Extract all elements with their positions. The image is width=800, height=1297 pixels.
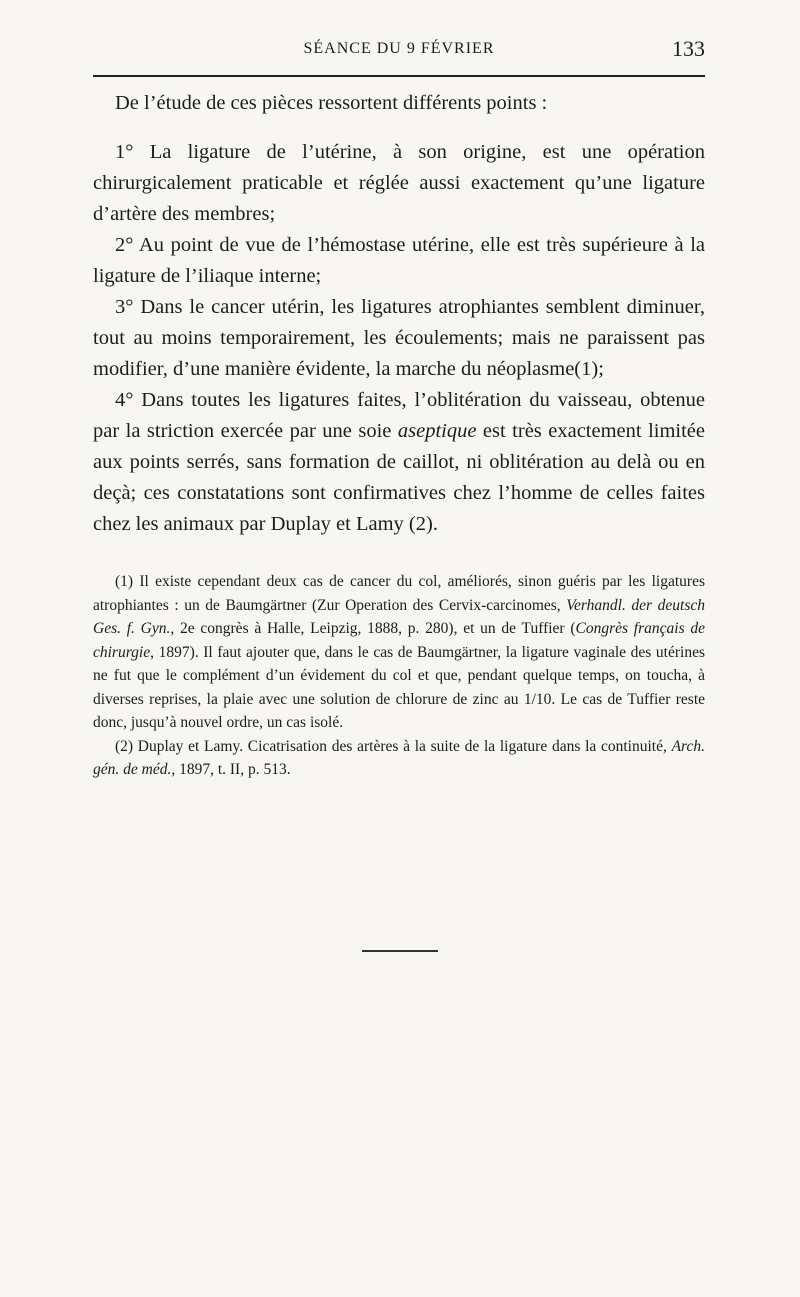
point-4-emphasis: aseptique xyxy=(397,420,477,442)
point-2: 2° Au point de vue de l’hémostase utérine, elle est très supérieure à la ligature de l’iliaque interne; xyxy=(93,234,705,287)
footnotes xyxy=(93,570,705,782)
running-title: SÉANCE DU 9 FÉVRIER xyxy=(303,40,495,57)
footnote-1-text-b: , 2e congrès à Halle, Leipzig, 1888, p. 280), et un de Tuffier ( xyxy=(170,620,576,637)
end-rule xyxy=(362,950,438,952)
point-4-text-start: 4° Dans toutes les ligatures faites, l’oblitération du vaisseau, obtenue par la striction exercée par une soie xyxy=(93,389,705,442)
footnote-1-text-c: , 1897). Il faut ajouter que, dans le cas de Baumgärtner, la ligature vaginale des utérines ne fut que le complément d’un évidement du col et que, pendant quelque temps, on toucha, à diverses reprises, la plaie avec une solution de chlorure de zinc au 1/10. Le cas de Tuffier reste donc, jusqu’à nouvel ordre, un cas isolé. xyxy=(93,643,705,731)
header-rule xyxy=(93,75,705,77)
intro-paragraph: De l’étude de ces pièces ressortent différents points : xyxy=(115,92,548,114)
page-header xyxy=(93,28,705,68)
point-4 xyxy=(93,385,705,540)
point-4-text-end: est très exactement limitée aux points serrés, sans formation de caillot, ni oblitération au delà ou en deçà; ces constatations sont confirmatives chez l’homme de celles faites chez les animaux par Duplay et Lamy (2). xyxy=(93,420,705,535)
point-1: 1° La ligature de l’utérine, à son origine, est une opération chirurgicalement praticable et réglée aussi exactement qu’une ligature d’artère des membres; xyxy=(93,141,705,225)
point-3: 3° Dans le cancer utérin, les ligatures atrophiantes semblent diminuer, tout au moins temporairement, les écoulements; mais ne paraissent pas modifier, d’une manière évidente, la marche du néoplasme(1); xyxy=(93,296,705,380)
footnote-1-congress: Congrès français de chirurgie xyxy=(93,620,705,661)
footnote-2-journal: Arch. gén. de méd. xyxy=(93,737,705,778)
footnote-1 xyxy=(93,570,705,735)
page-number: 133 xyxy=(672,36,705,61)
body-text xyxy=(93,88,705,540)
footnote-2-text-a: (2) Duplay et Lamy. Cicatrisation des artères à la suite de la ligature dans la continuité, xyxy=(115,737,672,755)
footnote-1-text-a: (1) Il existe cependant deux cas de cancer du col, améliorés, sinon guéris par les ligatures atrophiantes : un de Baumgärtner (Zur Operation des Cervix-carcinomes, xyxy=(93,573,705,614)
footnote-1-journal: Verhandl. der deutsch Ges. f. Gyn. xyxy=(93,596,705,637)
footnote-2-text-b: , 1897, t. II, p. 513. xyxy=(171,761,291,778)
footnote-2 xyxy=(93,735,705,782)
